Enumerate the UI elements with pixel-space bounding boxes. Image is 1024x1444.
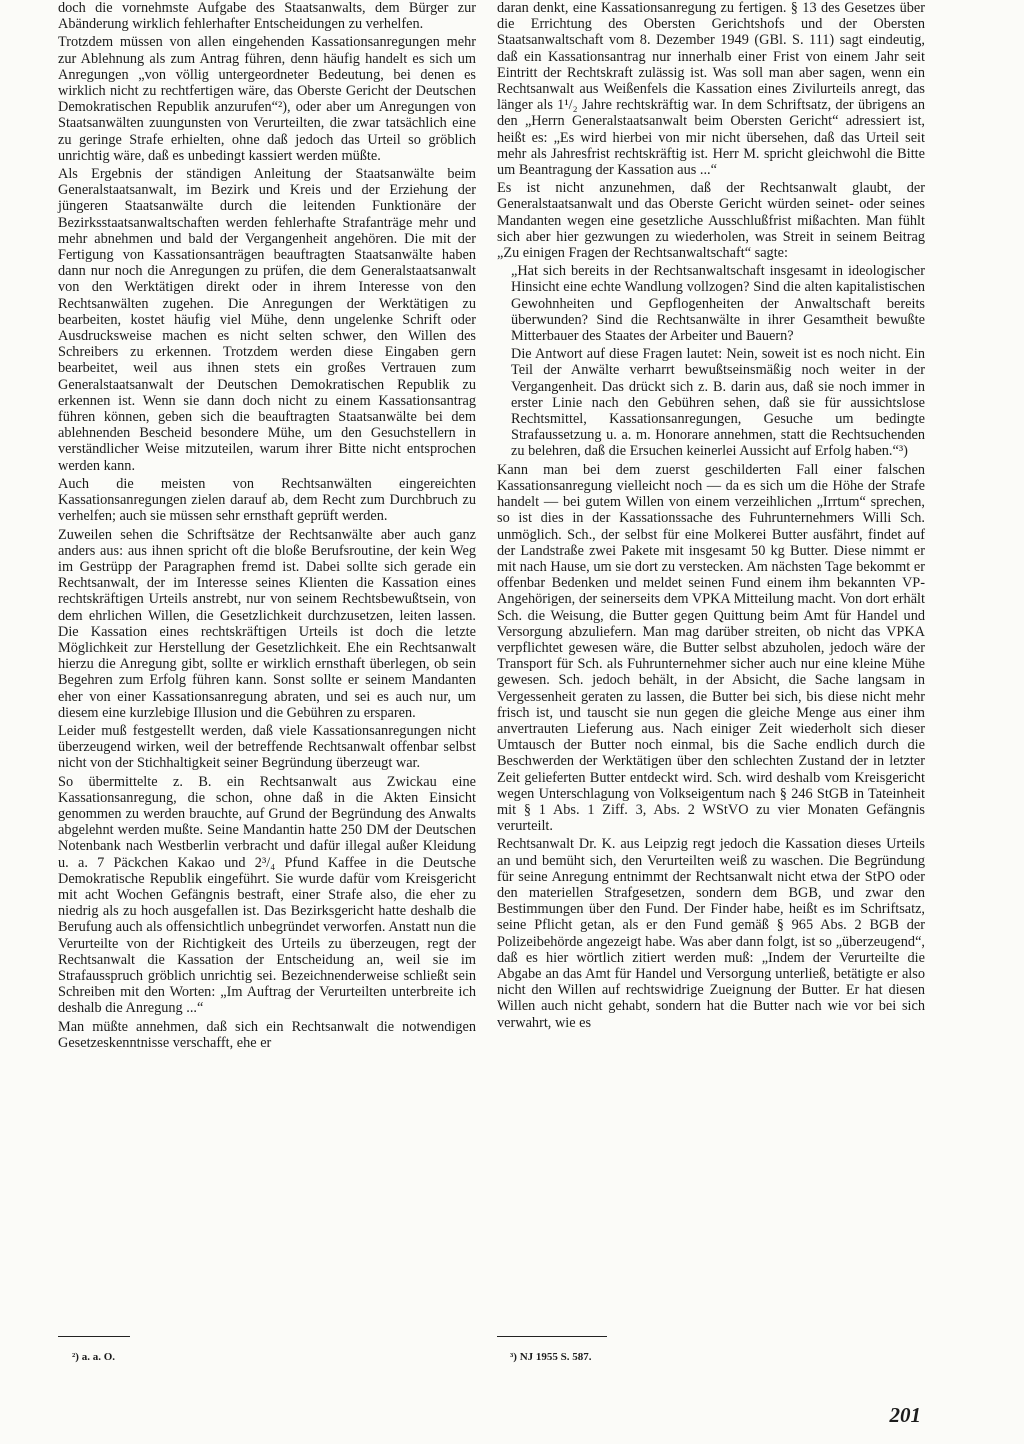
right-column — [497, 0, 925, 1031]
paragraph: Zuweilen sehen die Schriftsätze der Rechtsanwälte aber auch ganz anders aus: aus ihnen spricht oft die bloße Berufsroutine, der kein Weg im Gestrüpp der Paragraphen fremd ist. Dabei sollte sich gerade ein Rechtsanwalt, der im Interesse seines Klienten die Kassation eines rechtskräftigen Urteils anstrebt, nur von seinem Rechtsbewußtsein, von dem ehrlichen Willen, die Gesetzlichkeit durchzusetzen, leiten lassen. Die Kassation eines rechtskräftigen Urteils ist doch die letzte Möglichkeit zur Herstellung der Gesetzlichkeit. Ehe ein Rechtsanwalt hierzu die Anregung gibt, sollte er wirklich ernsthaft überlegen, ob sein Begehren zum Erfolg führen kann. Sonst sollte er seinem Mandanten eher von einer Kassationsanregung abraten, und sei es auch nur, um diesem eine kurzlebige Illusion und die Gebühren zu ersparen. — [58, 526, 476, 721]
paragraph: Auch die meisten von Rechtsanwälten eingereichten Kassationsanregungen zielen darauf ab, dem Recht zum Durchbruch zu verhelfen; auch sie müssen sehr ernsthaft geprüft werden. — [58, 475, 476, 525]
block-quote: Die Antwort auf diese Fragen lautet: Nein, soweit ist es noch nicht. Ein Teil der Anwälte verharrt bewußtseinsmäßig noch weiter in der Vergangenheit. Das drückt sich z. B. darin aus, daß sie noch immer in erster Linie nach den Gebühren sehen, daß sie für aussichtslose Rechtsmittel, Kassationsanregungen, Gesuche um bedingte Strafaussetzung u. a. m. Honorare annehmen, statt die Rechtsuchenden zu belehren, daß die Ersuchen keinerlei Aussicht auf Erfolg haben.“³) — [511, 346, 925, 460]
left-column — [58, 0, 476, 1051]
paragraph: Man müßte annehmen, daß sich ein Rechtsanwalt die notwendigen Gesetzeskenntnisse verschafft, ehe er — [58, 1018, 476, 1051]
paragraph: Rechtsanwalt Dr. K. aus Leipzig regt jedoch die Kassation dieses Urteils an und bemüht sich, den Verurteilten weiß zu waschen. Die Begründung für seine Anregung entnimmt der Rechtsanwalt nicht etwa der StPO oder den materiellen Strafgesetzen, sondern dem BGB, und zwar den Bestimmungen über den Fund. Der Finder habe, heißt es im Schriftsatz, seine Pflicht getan, als er den Fund gemäß § 965 Abs. 2 BGB der Polizeibehörde angezeigt habe. Was aber dann folgt, ist so „überzeugend“, daß es hier wörtlich zitiert werden muß: „Indem der Verurteilte die Abgabe an das Amt für Handel und Versorgung unterließ, betätigte er also nicht den Willen auf rechtswidrige Zueignung der Butter. Er hat diesen Willen auch nicht gehabt, sondern hat die Butter nach wie vor bei sich verwahrt, wie es — [497, 836, 925, 1031]
paragraph: So übermittelte z. B. ein Rechtsanwalt aus Zwickau eine Kassationsanregung, die schon, ohne daß in die Akten Einsicht genommen zu werden brauchte, auf Grund der Begründung des Anwalts abgelehnt werden mußte. Seine Mandantin hatte 250 DM der Deutschen Notenbank nach Westberlin verbracht und dafür illegal außer Kleidung u. a. 7 Päckchen Kakao und 2³/₄ Pfund Kaffee in die Deutsche Demokratische Republik eingeführt. Sie wurde dafür vom Kreisgericht mit acht Wochen Gefängnis bestraft, einer Strafe also, die eher zu niedrig als zu hoch ausgefallen ist. Das Bezirksgericht hatte deshalb die Berufung auch als offensichtlich unbegründet verworfen. Anstatt nun die Verurteilte von der Richtigkeit des Urteils zu überzeugen, regt der Rechtsanwalt die Kassation der Entscheidung an, weil sie im Strafausspruch gröblich unrichtig sei. Bezeichnenderweise schließt sein Schreiben mit den Worten: „Im Auftrag der Verurteilten unterbreite ich deshalb die Anregung ...“ — [58, 773, 476, 1017]
paragraph: daran denkt, eine Kassationsanregung zu fertigen. § 13 des Gesetzes über die Errichtung des Obersten Gerichtshofs und der Obersten Staatsanwaltschaft vom 8. Dezember 1949 (GBl. S. 111) sagt eindeutig, daß ein Kassationsantrag nur innerhalb einer Frist von einem Jahr seit Eintritt der Rechtskraft zulässig ist. Was soll man aber sagen, wenn ein Rechtsanwalt aus Weißenfels die Kassation eines Zivilurteils anregt, das länger als 1¹/₂ Jahre rechtskräftig war. In dem Schriftsatz, der übrigens an den „Herrn Generalstaatsanwalt beim Obersten Gericht“ adressiert ist, heißt es: „Es wird hierbei von mir nicht übersehen, daß das Urteil seit mehr als Jahresfrist rechtskräftig ist. Herr M. spricht gleichwohl die Bitte um Beantragung der Kassation aus ...“ — [497, 0, 925, 179]
page-number: 201 — [889, 1403, 921, 1427]
footnote: ³) NJ 1955 S. 587. — [510, 1351, 592, 1363]
paragraph: doch die vornehmste Aufgabe des Staatsanwalts, dem Bürger zur Abänderung wirklich fehlerhafter Entscheidungen zu verhelfen. — [58, 0, 476, 33]
paragraph: Als Ergebnis der ständigen Anleitung der Staatsanwälte beim Generalstaatsanwalt, im Bezirk und Kreis und der Erziehung der jüngeren Staatsanwälte durch die leitenden Funktionäre der Bezirksstaatsanwaltschaften werden fehlerhafte Strafanträge mehr und mehr abnehmen und bald der Vergangenheit angehören. Die mit der Fertigung von Kassationsanträgen beauftragten Staatsanwälte haben dann nur noch die Anregungen zu prüfen, die dem Generalstaatsanwalt von den Werktätigen direkt oder in ihrem Interesse von den Rechtsanwälten zugehen. Die Anregungen der Werktätigen zu bearbeiten, kostet häufig viel Mühe, denn ungelenke Schrift oder Ausdrucksweise machen es nicht selten schwer, den Willen des Schreibers zu erkennen. Trotzdem werden diese Eingaben gern bearbeitet, weil aus ihnen stets ein großes Vertrauen zum Generalstaatsanwalt der Deutschen Demokratischen Republik zu erkennen ist. Wenn sie dann doch nicht zu einem Kassationsantrag führen können, geben sich die beauftragten Staatsanwälte bei dem ablehnenden Bescheid besondere Mühe, um den Gesuchstellern in verständlicher Weise mitzuteilen, warum ihrer Bitte nicht entsprochen werden kann. — [58, 166, 476, 474]
footnote-divider — [497, 1336, 607, 1337]
paragraph: Trotzdem müssen von allen eingehenden Kassationsanregungen mehr zur Ablehnung als zum Antrag führen, denn häufig handelt es sich um Anregungen „von völlig untergeordneter Bedeutung, bei denen es wirklich nicht zu rechtfertigen wäre, das Oberste Gericht der Deutschen Demokratischen Republik anzurufen“²), oder aber um Anregungen von Staatsanwälten zuungunsten von Verurteilten, die zwar tatsächlich eine zu geringe Strafe erhielten, ohne daß jedoch das Urteil so gröblich unrichtig wäre, daß es unbedingt kassiert werden müßte. — [58, 34, 476, 164]
footnote-divider — [58, 1336, 130, 1337]
footnote: ²) a. a. O. — [72, 1351, 116, 1363]
paragraph: Kann man bei dem zuerst geschilderten Fall einer falschen Kassationsanregung vielleicht noch — da es sich um die Höhe der Strafe handelt — bei gutem Willen von einem verzeihlichen „Irrtum“ sprechen, so ist dies in der Kassationssache des Fuhrunternehmers Willi Sch. unmöglich. Sch., der selbst für eine Molkerei Butter ausfährt, findet auf der Landstraße zwei Pakete mit insgesamt 50 kg Butter. Diese nimmt er mit nach Hause, um sie dort zu verstecken. Am nächsten Tage bekommt er offenbar Bedenken und meldet seinen Fund einem ihm bekannten VP-Angehörigen, der seinerseits dem VPKA Mitteilung macht. Von dort erhält Sch. die Weisung, die Butter gegen Quittung beim Amt für Handel und Versorgung abzuliefern. Man mag darüber streiten, ob nicht das VPKA verpflichtet gewesen wäre, die Butter selbst abzuholen, jedoch wäre der Transport für Sch. als Fuhrunternehmer sicher auch nur eine kleine Mühe gewesen. Sch. jedoch behält, in der Absicht, die Sache langsam in Vergessenheit geraten zu lassen, die Butter bei sich, bis diese nicht mehr frisch ist, und tauscht sie nun gegen die gleiche Menge aus einer ihm anvertrauten Lieferung aus. Nach einiger Zeit wiederholt sich dieser Umtausch der Butter noch einmal, bis die Sache endlich durch die Beschwerden der Werktätigen über den schlechten Zustand der in letzter Zeit gelieferten Butter entdeckt wird. Sch. wird deshalb vom Kreisgericht wegen Unterschlagung von Volkseigentum nach § 246 StGB in Tateinheit mit § 1 Abs. 1 Ziff. 3, Abs. 2 WStVO zu vier Monaten Gefängnis verurteilt. — [497, 461, 925, 835]
block-quote: „Hat sich bereits in der Rechtsanwaltschaft insgesamt in ideologischer Hinsicht eine echte Wandlung vollzogen? Sind die alten kapitalistischen Gewohnheiten und Gepflogenheiten der Anwaltschaft bereits überwunden? Sind die Rechtsanwälte in ihrer Gesamtheit bewußte Mitterbauer des Staates der Arbeiter und Bauern? — [511, 263, 925, 345]
paragraph: Leider muß festgestellt werden, daß viele Kassationsanregungen nicht überzeugend wirken, weil der betreffende Rechtsanwalt offenbar selbst nicht von der Stichhaltigkeit seiner Begründung überzeugt war. — [58, 722, 476, 772]
paragraph: Es ist nicht anzunehmen, daß der Rechtsanwalt glaubt, der Generalstaatsanwalt und das Oberste Gericht würden seinet- oder seines Mandanten wegen eine gesetzliche Ausschlußfrist mißachten. Man fühlt sich aber hier gezwungen zu wiederholen, was Streit in seinem Beitrag „Zu einigen Fragen der Rechtsanwaltschaft“ sagte: — [497, 180, 925, 262]
